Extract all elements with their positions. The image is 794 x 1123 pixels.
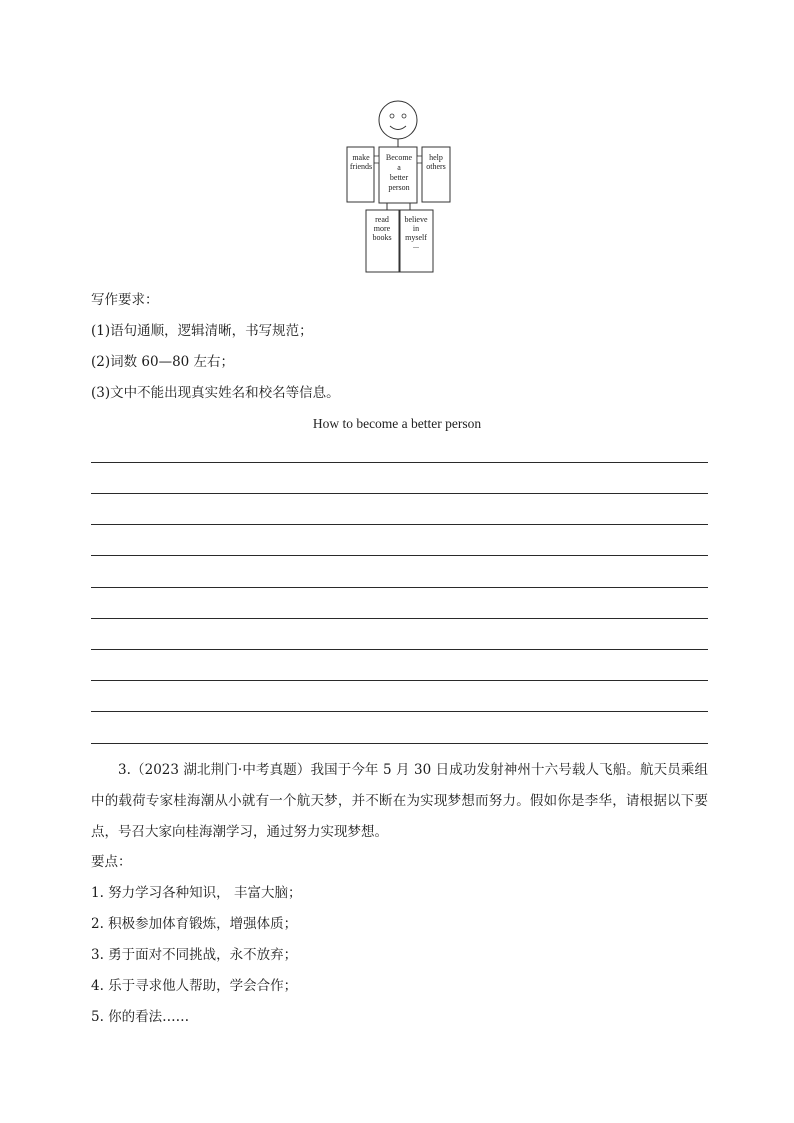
- point-item-2: 2. 积极参加体育锻炼，增强体质；: [91, 916, 298, 932]
- requirement-item-3: (3)文中不能出现真实姓名和校名等信息。: [91, 385, 340, 401]
- right-label-1: help: [429, 153, 443, 162]
- point-item-5: 5. 你的看法……: [91, 1009, 190, 1025]
- stick-figure-diagram: [330, 98, 460, 278]
- center-label-1: Become: [385, 153, 413, 162]
- center-label-2: a: [397, 163, 401, 172]
- bottom-right-label-3: myself: [405, 233, 427, 242]
- requirements-heading: 写作要求：: [91, 292, 159, 308]
- writing-line[interactable]: [91, 618, 708, 619]
- bottom-left-label-1: read: [375, 215, 389, 224]
- writing-line[interactable]: [91, 680, 708, 681]
- requirement-item-1: (1)语句通顺，逻辑清晰，书写规范；: [91, 323, 313, 339]
- requirement-item-2: (2)词数 60—80 左右；: [91, 354, 235, 370]
- writing-line[interactable]: [91, 649, 708, 650]
- points-heading: 要点：: [91, 854, 132, 870]
- writing-line[interactable]: [91, 524, 708, 525]
- point-item-4: 4. 乐于寻求他人帮助，学会合作；: [91, 978, 298, 994]
- bottom-right-label-2: in: [412, 224, 420, 233]
- right-label-2: others: [426, 162, 446, 171]
- question-3-intro: 3.（2023 湖北荆门·中考真题）我国于今年 5 月 30 日成功发射神州十六号载人飞船。航天员乘组中的载荷专家桂海潮从小就有一个航天梦，并不断在为实现梦想而努力。假如你是李华，请根据以下要点，号召大家向桂海潮学习，通过努力实现梦想。: [91, 762, 708, 840]
- better-person-figure: [330, 98, 460, 278]
- writing-line[interactable]: [91, 493, 708, 494]
- left-label-1: make: [352, 153, 370, 162]
- bottom-left-label-3: books: [372, 233, 392, 242]
- bottom-right-label-4: ...: [413, 241, 419, 250]
- bottom-right-label-1: believe: [404, 215, 428, 224]
- point-item-1: 1. 努力学习各种知识， 丰富大脑；: [91, 885, 302, 901]
- writing-line[interactable]: [91, 711, 708, 712]
- bottom-left-label-2: more: [373, 224, 391, 233]
- smiley-head-icon: [379, 101, 417, 139]
- essay-title: How to become a better person: [312, 416, 482, 431]
- left-label-2: friends: [349, 162, 373, 171]
- writing-line[interactable]: [91, 587, 708, 588]
- center-label-3: better: [389, 173, 409, 182]
- center-label-4: person: [388, 183, 410, 192]
- writing-line[interactable]: [91, 462, 708, 463]
- writing-line[interactable]: [91, 743, 708, 744]
- point-item-3: 3. 勇于面对不同挑战，永不放弃；: [91, 947, 298, 963]
- writing-line[interactable]: [91, 555, 708, 556]
